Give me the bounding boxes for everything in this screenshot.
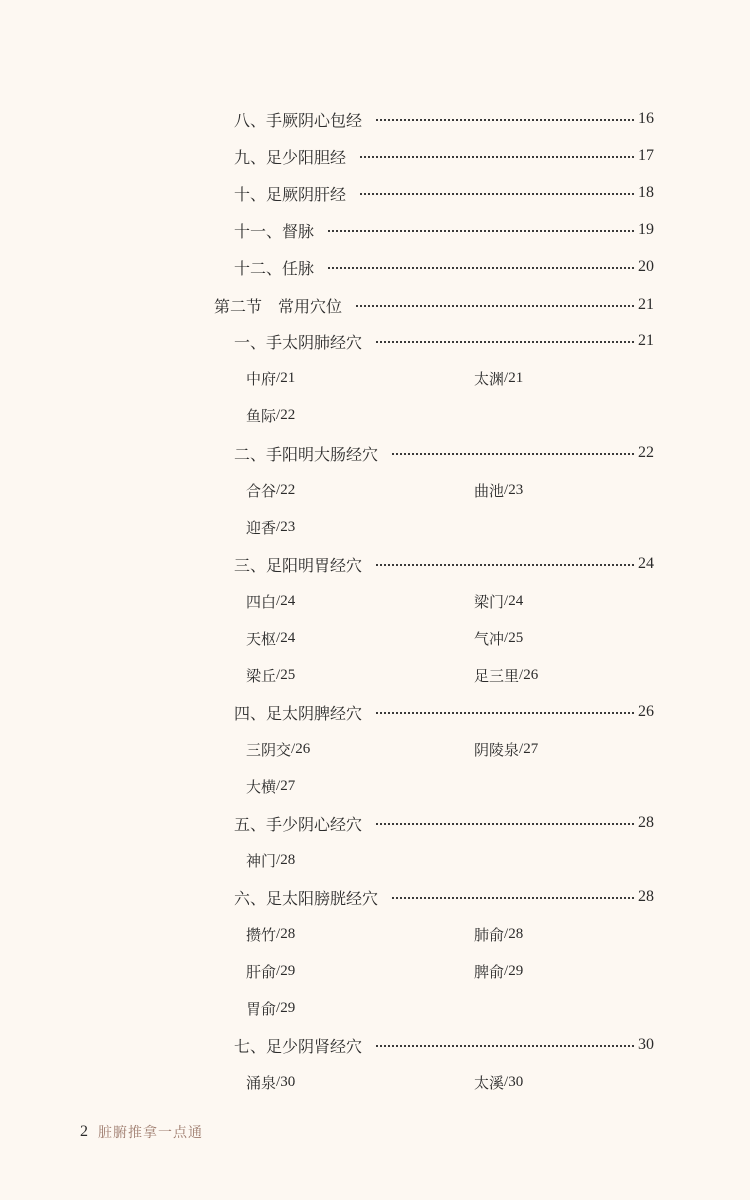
toc-row[interactable]	[234, 811, 654, 835]
toc-entry-label: 四、足太阴脾经穴	[234, 703, 363, 723]
toc-page-number: 19	[638, 221, 654, 238]
acupoint-entry[interactable]: 神门 / 28	[246, 851, 296, 870]
acupoint-entry[interactable]: 太溪 / 30	[474, 1073, 524, 1092]
toc-page-number: 30	[638, 1036, 654, 1053]
acupoint-entry[interactable]: 天枢 / 24	[246, 629, 296, 648]
acupoint-row	[246, 959, 750, 983]
dot-leader	[376, 712, 634, 714]
acupoint-entry[interactable]: 肺俞 / 28	[474, 925, 524, 944]
footer-page-number: 2	[80, 1123, 88, 1140]
toc-row[interactable]	[234, 885, 654, 909]
toc-entry-label: 十一、督脉	[234, 221, 315, 241]
acupoint-row	[246, 922, 750, 946]
acupoint-entry[interactable]: 曲池 / 23	[474, 481, 524, 500]
acupoint-row	[246, 515, 750, 539]
toc-page-number: 21	[638, 296, 654, 313]
acupoint-entry[interactable]: 梁丘 / 25	[246, 666, 296, 685]
toc-page-number: 17	[638, 147, 654, 164]
dot-leader	[376, 341, 634, 343]
toc-entry-label: 二、手阳明大肠经穴	[234, 444, 379, 464]
acupoint-entry[interactable]: 太渊 / 21	[474, 369, 524, 388]
footer-book-title: 脏腑推拿一点通	[98, 1125, 203, 1141]
acupoint-entry[interactable]: 涌泉 / 30	[246, 1073, 296, 1092]
toc-page-number: 16	[638, 110, 654, 127]
toc-entry-label: 十、足厥阴肝经	[234, 184, 347, 204]
toc-row[interactable]	[234, 1033, 654, 1057]
dot-leader	[376, 823, 634, 825]
acupoint-entry[interactable]: 攒竹 / 28	[246, 925, 296, 944]
page-footer	[80, 1120, 203, 1144]
dot-leader	[328, 230, 634, 232]
dot-leader	[392, 897, 634, 899]
toc-page-number: 18	[638, 184, 654, 201]
acupoint-row	[246, 737, 750, 761]
toc-page-number: 20	[638, 258, 654, 275]
toc-row[interactable]	[234, 144, 654, 168]
acupoint-entry[interactable]: 中府 / 21	[246, 369, 296, 388]
acupoint-entry[interactable]: 气冲 / 25	[474, 629, 524, 648]
toc-page-number: 24	[638, 555, 654, 572]
acupoint-row	[246, 996, 750, 1020]
dot-leader	[392, 453, 634, 455]
toc-entry-label: 九、足少阳胆经	[234, 147, 347, 167]
toc-row[interactable]	[234, 329, 654, 353]
toc-page-number: 21	[638, 332, 654, 349]
toc-row[interactable]	[234, 552, 654, 576]
toc-row[interactable]	[234, 107, 654, 131]
toc-entry-label: 三、足阳明胃经穴	[234, 555, 363, 575]
acupoint-entry[interactable]: 足三里 / 26	[474, 666, 539, 685]
dot-leader	[360, 156, 634, 158]
acupoint-entry[interactable]: 合谷 / 22	[246, 481, 296, 500]
toc-entry-label: 一、手太阴肺经穴	[234, 332, 363, 352]
toc-section-row[interactable]	[214, 293, 654, 317]
acupoint-row	[246, 626, 750, 650]
acupoint-row	[246, 663, 750, 687]
toc-row[interactable]	[234, 218, 654, 242]
acupoint-entry[interactable]: 三阴交 / 26	[246, 740, 311, 759]
acupoint-row	[246, 366, 750, 390]
toc-page-number: 26	[638, 703, 654, 720]
toc-section-label: 第二节 常用穴位	[214, 296, 343, 316]
dot-leader	[356, 305, 634, 307]
acupoint-entry[interactable]: 胃俞 / 29	[246, 999, 296, 1018]
acupoint-row	[246, 774, 750, 798]
toc-page-number: 22	[638, 444, 654, 461]
acupoint-entry[interactable]: 阴陵泉 / 27	[474, 740, 539, 759]
acupoint-entry[interactable]: 脾俞 / 29	[474, 962, 524, 981]
toc-entry-label: 六、足太阳膀胱经穴	[234, 888, 379, 908]
acupoint-row	[246, 478, 750, 502]
dot-leader	[376, 1045, 634, 1047]
toc-entry-label: 八、手厥阴心包经	[234, 110, 363, 130]
dot-leader	[328, 267, 634, 269]
acupoint-row	[246, 848, 750, 872]
toc-entry-label: 十二、任脉	[234, 258, 315, 278]
acupoint-entry[interactable]: 大横 / 27	[246, 777, 296, 796]
toc-entry-label: 五、手少阴心经穴	[234, 814, 363, 834]
acupoint-row	[246, 403, 750, 427]
toc-page-number: 28	[638, 888, 654, 905]
acupoint-entry[interactable]: 四白 / 24	[246, 592, 296, 611]
acupoint-entry[interactable]: 迎香 / 23	[246, 518, 296, 537]
dot-leader	[376, 119, 634, 121]
acupoint-row	[246, 1070, 750, 1094]
dot-leader	[360, 193, 634, 195]
toc-row[interactable]	[234, 441, 654, 465]
toc-row[interactable]	[234, 700, 654, 724]
toc-page-number: 28	[638, 814, 654, 831]
acupoint-row	[246, 589, 750, 613]
acupoint-entry[interactable]: 梁门 / 24	[474, 592, 524, 611]
toc-entry-label: 七、足少阴肾经穴	[234, 1036, 363, 1056]
acupoint-entry[interactable]: 鱼际 / 22	[246, 406, 296, 425]
toc-row[interactable]	[234, 255, 654, 279]
acupoint-entry[interactable]: 肝俞 / 29	[246, 962, 296, 981]
dot-leader	[376, 564, 634, 566]
toc-row[interactable]	[234, 181, 654, 205]
